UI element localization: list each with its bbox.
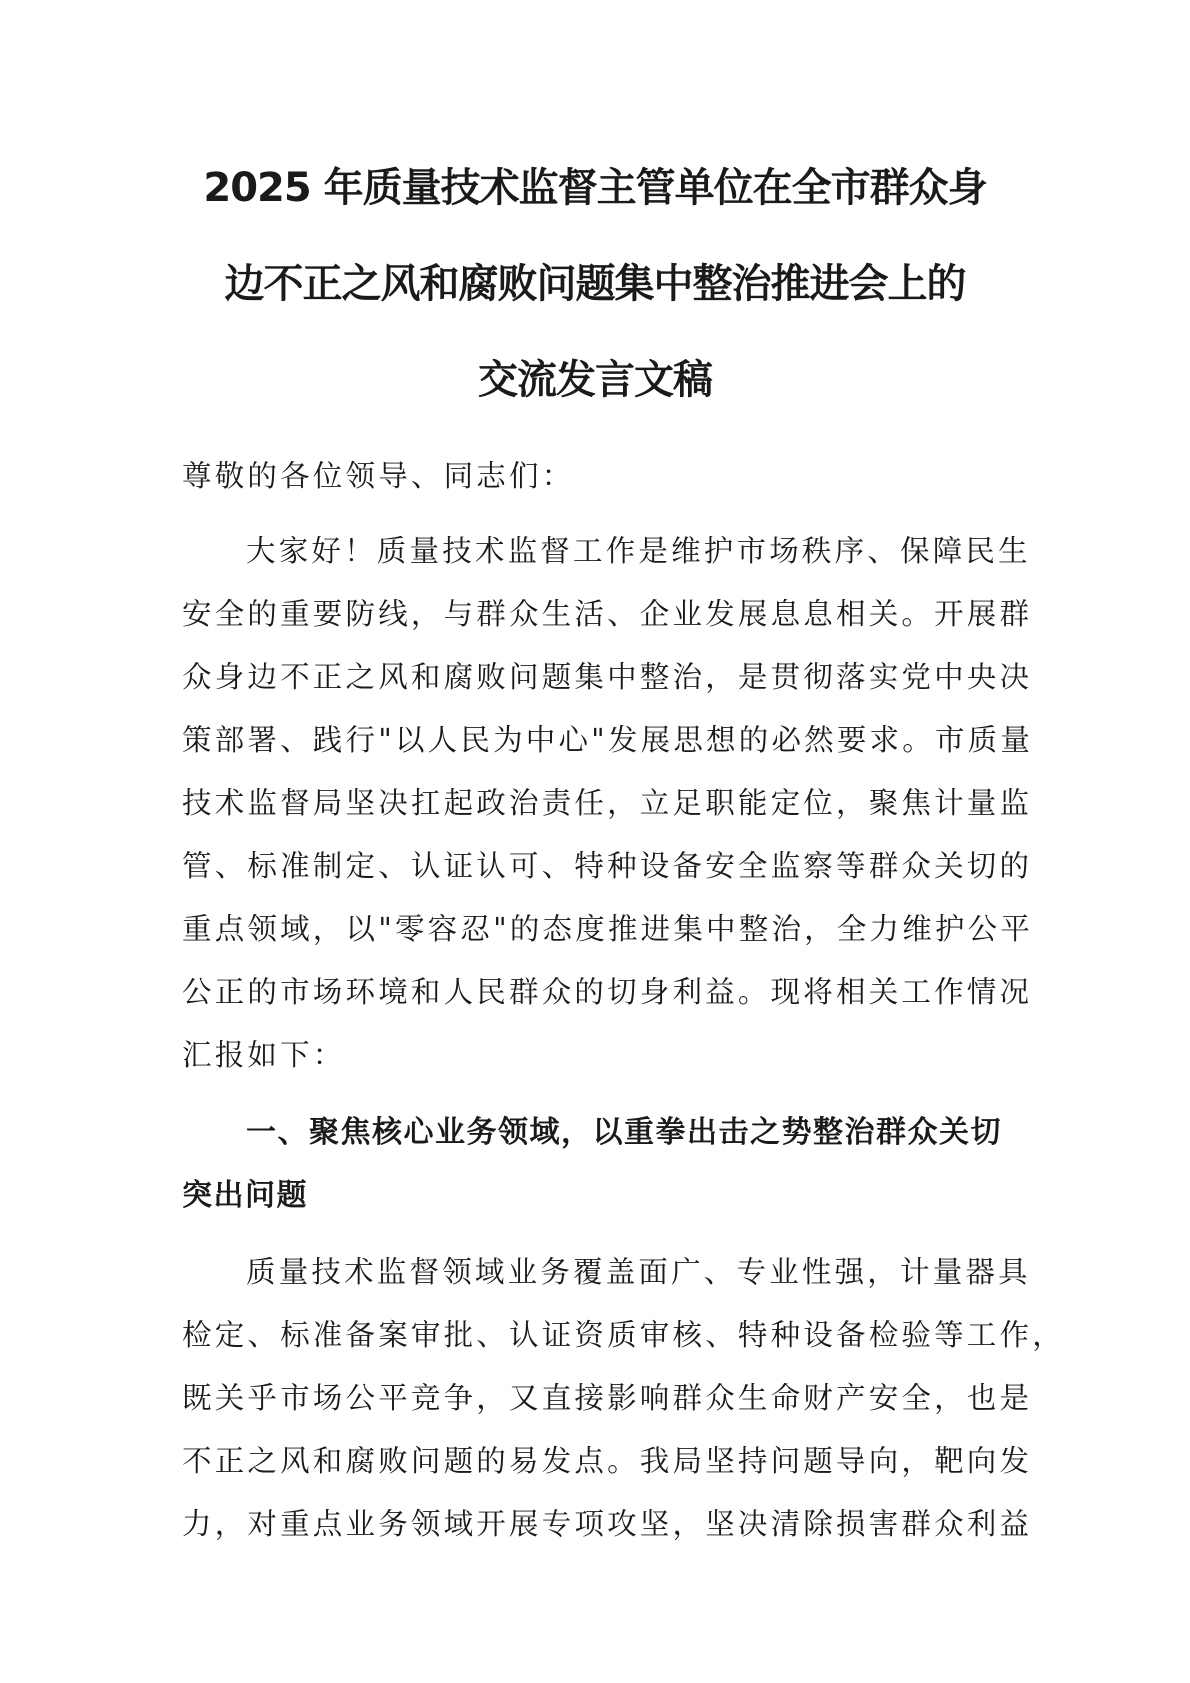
- paragraph-section-1: [182, 1241, 1065, 1556]
- document-title: [150, 140, 1040, 428]
- heading-line: 一、聚焦核心业务领域，以重拳出击之势整治群众关切: [246, 1115, 1002, 1150]
- title-line: 边不正之风和腐败问题集中整治推进会上的: [224, 261, 966, 307]
- paragraph-line: 策部署、践行"以人民为中心"发展思想的必然要求。市质量: [182, 723, 1034, 757]
- paragraph-line: 技术监督局坚决扛起政治责任，立足职能定位，聚焦计量监: [182, 786, 1033, 820]
- title-line: 交流发言文稿: [478, 357, 712, 403]
- heading-line: 突出问题: [182, 1178, 308, 1213]
- paragraph-line: 众身边不正之风和腐败问题集中整治，是贯彻落实党中央决: [182, 660, 1033, 694]
- document-body: [182, 445, 1065, 1556]
- paragraph-line: 检定、标准备案审批、认证资质审核、特种设备检验等工作，: [182, 1318, 1065, 1352]
- paragraph-line: 汇报如下：: [182, 1038, 346, 1072]
- paragraph-line: 大家好！质量技术监督工作是维护市场秩序、保障民生: [246, 534, 1031, 568]
- paragraph-line: 不正之风和腐败问题的易发点。我局坚持问题导向，靶向发: [182, 1444, 1033, 1478]
- paragraph-line: 公正的市场环境和人民群众的切身利益。现将相关工作情况: [182, 975, 1033, 1009]
- paragraph-intro: [182, 520, 1034, 1087]
- section-heading-1: [182, 1101, 1022, 1227]
- paragraph-line: 力，对重点业务领域开展专项攻坚，坚决清除损害群众利益: [182, 1507, 1033, 1541]
- salutation: 尊敬的各位领导、同志们：: [182, 459, 575, 493]
- paragraph-line: 既关乎市场公平竞争，又直接影响群众生命财产安全，也是: [182, 1381, 1033, 1415]
- paragraph-line: 质量技术监督领域业务覆盖面广、专业性强，计量器具: [246, 1255, 1031, 1289]
- paragraph-line: 管、标准制定、认证认可、特种设备安全监察等群众关切的: [182, 849, 1033, 883]
- paragraph-line: 重点领域，以"零容忍"的态度推进集中整治，全力维护公平: [182, 912, 1034, 946]
- title-line: 2025 年质量技术监督主管单位在全市群众身: [203, 165, 987, 211]
- paragraph-line: 安全的重要防线，与群众生活、企业发展息息相关。开展群: [182, 597, 1033, 631]
